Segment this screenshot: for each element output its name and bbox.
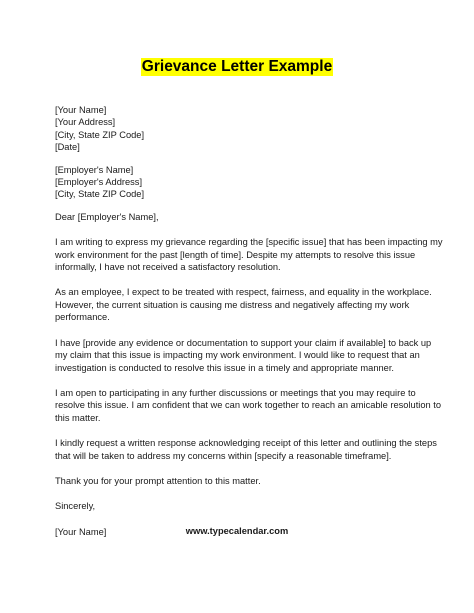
paragraph-line: As an employee, I expect to be treated with respect, fairness, and equality in the workplace. xyxy=(55,287,432,298)
title-block xyxy=(0,58,474,76)
paragraph-line: investigation is conducted to resolve this issue in a timely and appropriate manner. xyxy=(55,362,395,373)
recipient-address: [Employer's Address] xyxy=(55,177,143,188)
sender-address: [Your Address] xyxy=(55,117,116,128)
paragraph-line: my claim that this issue is impacting my work environment. I would like to request that an xyxy=(55,350,420,361)
paragraph-line: that will be taken to address my concerns within [specify a reasonable timeframe]. xyxy=(55,450,392,461)
paragraph xyxy=(55,475,425,487)
page-title: Grievance Letter Example xyxy=(141,58,333,75)
recipient-block xyxy=(55,164,425,201)
sender-name: [Your Name] xyxy=(55,105,107,115)
paragraph-line: this matter. xyxy=(55,412,101,423)
paragraph xyxy=(55,286,432,323)
paragraph-line: I kindly request a written response acknowledging receipt of this letter and outlining the steps xyxy=(55,438,437,449)
paragraph xyxy=(55,387,442,424)
paragraph-line: Thank you for your prompt attention to this matter. xyxy=(55,475,261,486)
letter-body xyxy=(55,104,443,538)
paragraph-line: However, the current situation is causing me distress and negatively affecting my work xyxy=(55,299,410,310)
paragraph-line: I have [provide any evidence or documentation to support your claim if available] to back up xyxy=(55,337,432,348)
paragraph-line: work environment for the past [length of time]. Despite my attempts to resolve this issue xyxy=(55,249,416,260)
paragraph-line: resolve this issue. I am confident that we can work together to reach an amicable resolution to xyxy=(55,400,442,411)
paragraph-line: I am writing to express my grievance regarding the [specific issue] that has been impacting my xyxy=(55,237,443,248)
paragraph xyxy=(55,236,443,273)
recipient-city-state-zip: [City, State ZIP Code] xyxy=(55,189,145,200)
paragraph xyxy=(55,337,432,374)
sender-date: [Date] xyxy=(55,142,80,153)
sender-block xyxy=(55,104,425,154)
salutation: Dear [Employer's Name], xyxy=(55,211,159,222)
paragraph-line: I am open to participating in any further discussions or meetings that you may require to xyxy=(55,387,416,398)
signature-name: [Your Name] xyxy=(55,526,107,537)
paragraph xyxy=(55,437,437,462)
paragraph-line: informally, I have not received a satisfactory resolution. xyxy=(55,262,281,273)
closing: Sincerely, xyxy=(55,501,96,512)
recipient-name: [Employer's Name] xyxy=(55,164,134,175)
paragraph-line: performance. xyxy=(55,312,110,323)
footer-website: www.typecalendar.com xyxy=(185,526,289,536)
sender-city-state-zip: [City, State ZIP Code] xyxy=(55,129,145,140)
